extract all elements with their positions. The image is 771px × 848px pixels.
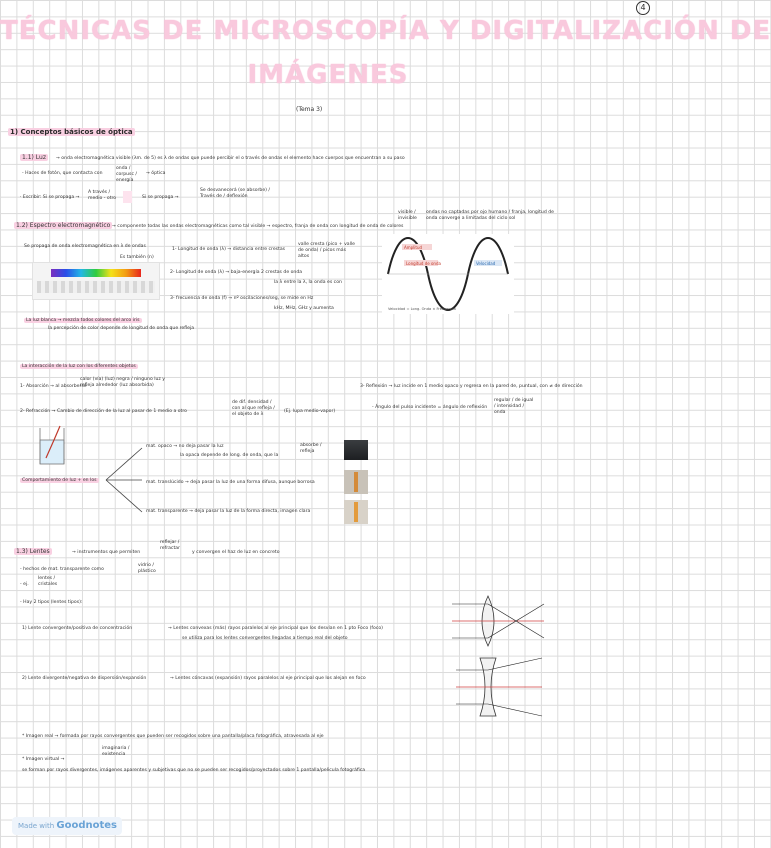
s1-1-via1: · Escribir: Si se propaga → [20, 195, 80, 200]
page-title-line2: IMÁGENES [247, 60, 409, 90]
s1-3-definition: → instrumentos que permiten [72, 550, 141, 555]
comportamiento-c1: mat. opaco → no deja pasar la luz [146, 444, 224, 449]
spectrum-band [51, 269, 141, 277]
s1-1-flujo: - Haces de fotón, que contacta con [22, 171, 103, 176]
convergent-lens-diagram [452, 594, 544, 648]
s1-1-heading [20, 154, 48, 161]
s1-3-def-options: reflejar / refractar [160, 540, 180, 551]
s1-2-sub: Se propaga de onda electromagnética en λ de ondas [24, 244, 146, 249]
s1-1-via2-options: Se desvanecerá (se absorbe) / Través de / deflexión [200, 188, 270, 199]
interaccion-heading [20, 364, 138, 370]
made-with-text: Made with [18, 822, 55, 830]
branch-transparente [106, 480, 142, 512]
goodnotes-logo-text: Goodnotes [56, 820, 118, 831]
section1-heading-text: 1) Conceptos básicos de óptica [10, 128, 133, 136]
s1-3-t2-def: → Lentes cóncavas (expansión) rayos paralelos al eje principal que los alejan en foco [170, 676, 366, 681]
straw-top [54, 426, 60, 440]
s1-2-right-notes: ondas no captadas por ojo humano / franja, longitud de onda converge a limitadas del ciclo sol [426, 210, 554, 221]
comportamiento-c1-options: absorbe / refleja [300, 443, 322, 454]
transparent-pencil [354, 502, 358, 522]
interaccion-i2-options: de dif. densidad / con al que refleja / el objeto de λ [232, 400, 275, 417]
refraction-glass-sketch [34, 426, 70, 466]
s1-2-heading-text: 1.2) Espectro electromagnético [16, 222, 111, 229]
goodnotes-badge [12, 817, 122, 835]
comportamiento-c2: mat. translúcido → deja pasar la luz de una forma difusa, aunque borrosa [146, 480, 315, 485]
s1-1-via2: Si se propaga → [142, 195, 179, 200]
s1-3-heading [14, 548, 52, 555]
divergent-ray-2b [488, 704, 542, 716]
branch-opaco [106, 448, 142, 480]
comportamiento-branches [104, 444, 144, 516]
s1-2-definition: → componente todas las ondas electromagnéticas como tal visible → espectro, franja de onda con longitud de onda de colores [112, 224, 404, 229]
s1-2-right-options: visible / invisible [398, 210, 417, 221]
section1-heading [8, 128, 135, 136]
s1-3-def-end: y convergen el haz de luz en concreto [192, 550, 280, 555]
s1-2-luz-blanca-text: La luz blanca → mezcla todos colores del arco iris [26, 318, 140, 323]
s1-2-luz-blanca [24, 318, 142, 324]
page-title-line1: TÉCNICAS DE MICROSCOPÍA Y DIGITALIZACIÓN DE [0, 16, 771, 46]
comportamiento-c3: mat. transparente → deja pasar la luz de la forma directa, imagen clara [146, 509, 311, 514]
s1-2-b1: 1- Longitud de onda (λ) → distancia entre crestas [172, 247, 286, 252]
interaccion-heading-text: La interacción de la luz con los diferentes objetos [22, 364, 136, 369]
s1-3-img-virtual-options: imaginaria / existencia [102, 746, 130, 757]
s1-3-t1-sub: se utiliza para los lentes convergentes llegadas a tiempo real del objeto [182, 636, 348, 641]
wave-label-velocidad: Velocidad [476, 261, 496, 266]
s1-2-b3-sub: kHz, MHz, GHz y aumenta [274, 306, 334, 311]
s1-3-l1: - hechos de mat. transparente como [20, 567, 104, 572]
s1-3-l2: - ej. [20, 582, 29, 587]
interaccion-i3-options: regular / de igual / intensidad / onda [494, 398, 534, 415]
s1-3-t2: 2) Lente divergente/negativa de dispersión/expansión [22, 676, 147, 681]
wave-caption: Velocidad = Long. Onda × Frecuencia [388, 307, 456, 311]
interaccion-i2-end: (Ej. lupa medio-vapor) [284, 409, 336, 414]
s1-2-b2-sub: la λ entre la λ, la onda es con [274, 280, 342, 285]
s1-3-heading-text: 1.3) Lentes [16, 548, 50, 555]
s1-2-sub2: Es también (n) [120, 255, 154, 260]
s1-1-via1-options: A través / medio - otro [88, 190, 117, 201]
s1-1-via1-highlight [123, 191, 132, 203]
wave-label-longitud: Longitud de onda [406, 261, 441, 266]
interaccion-i2: 2- Refracción → Cambio de dirección de la luz al pasar de 1 medio a otro [20, 409, 187, 414]
s1-1-flujo-options: onda / corpusc / energía [116, 166, 137, 183]
interaccion-i1-options: calor (vía) (luz) negra / ninguno luz y refleja alrededor (luz absorbida) [80, 377, 165, 388]
comportamiento-c1-sub: la opaca depende de long. de onda, que la [180, 453, 279, 458]
spectrum-scale [37, 281, 155, 293]
opaque-sample-photo [344, 440, 368, 460]
s1-3-img-virtual-end: se forman por rayos divergentes, imágenes aparentes y subjetivas que no se pueden ser recogidos/proyectados sobre 1 pantalla/pelicula fotográfica [22, 768, 366, 773]
interaccion-i3-sub: - Ángulo del pulso incidente = ángulo de reflexión [372, 405, 488, 410]
s1-3-t1: 1) Lente convergente/positiva de concentración [22, 626, 133, 631]
s1-2-heading [14, 222, 112, 229]
interaccion-i3: 3- Reflexión → luz incide en 1 medio opaco y regresa en la pared de, puntual, con ≠ de dirección [360, 384, 583, 389]
s1-1-heading-text: 1.1) Luz [22, 154, 46, 161]
comportamiento-heading-text: Comportamiento de luz + en los [22, 478, 97, 483]
translucent-sample-photo [344, 470, 368, 494]
s1-1-definition: → onda electromagnética visible (λm. de 5) es λ de ondas que puede percibir el o través de ondas el elemento hace cuerpos que encuentran a su paso [56, 156, 405, 161]
spectrum-image [32, 262, 160, 300]
s1-3-t1-def: → Lentes convexas (más) rayos paralelos al eje principal que los desvían en 1 pto Foco (foco) [168, 626, 383, 631]
s1-3-img-real: * Imagen real → formada por rayos convergentes que pueden ser recogidos sobre una pantalla/placa fotográfica, atravesada al eje [22, 734, 324, 739]
wave-label-amplitud: Amplitud [404, 245, 423, 250]
s1-2-b3: 3- frecuencia de onda (f) → nº oscilaciones/seg, se mide en Hz [170, 296, 314, 301]
s1-2-b2: 2- Longitud de onda (λ) → baja-energía 2 crestas de onda [170, 270, 303, 275]
s1-2-b1-options: valle cresta (pico + valle de onda) / picos más altos [298, 242, 355, 259]
s1-3-l2-options: lentes / cristales [38, 576, 58, 587]
s1-3-l1-options: vidrio / plástico [138, 563, 156, 574]
s1-3-img-virtual: * Imagen virtual → [22, 757, 65, 762]
comportamiento-heading [20, 478, 99, 484]
divergent-ray-1b [488, 658, 542, 670]
page-subtitle: (Tema 3) [296, 106, 323, 113]
interaccion-i1: 1- Absorción → al absorberse [20, 384, 87, 389]
s1-1-optica: → óptica [146, 171, 166, 176]
transparent-sample-photo [344, 500, 368, 524]
page-number: 4 [636, 1, 650, 15]
divergent-lens-diagram [456, 656, 542, 718]
wave-diagram [382, 234, 514, 314]
s1-2-luz-blanca-sub: la percepción de color depende de longitud de onda que refleja [48, 326, 195, 331]
s1-3-tipos: - Hay 2 tipos (lentes tipos): [20, 600, 83, 605]
translucent-pencil [354, 472, 358, 492]
